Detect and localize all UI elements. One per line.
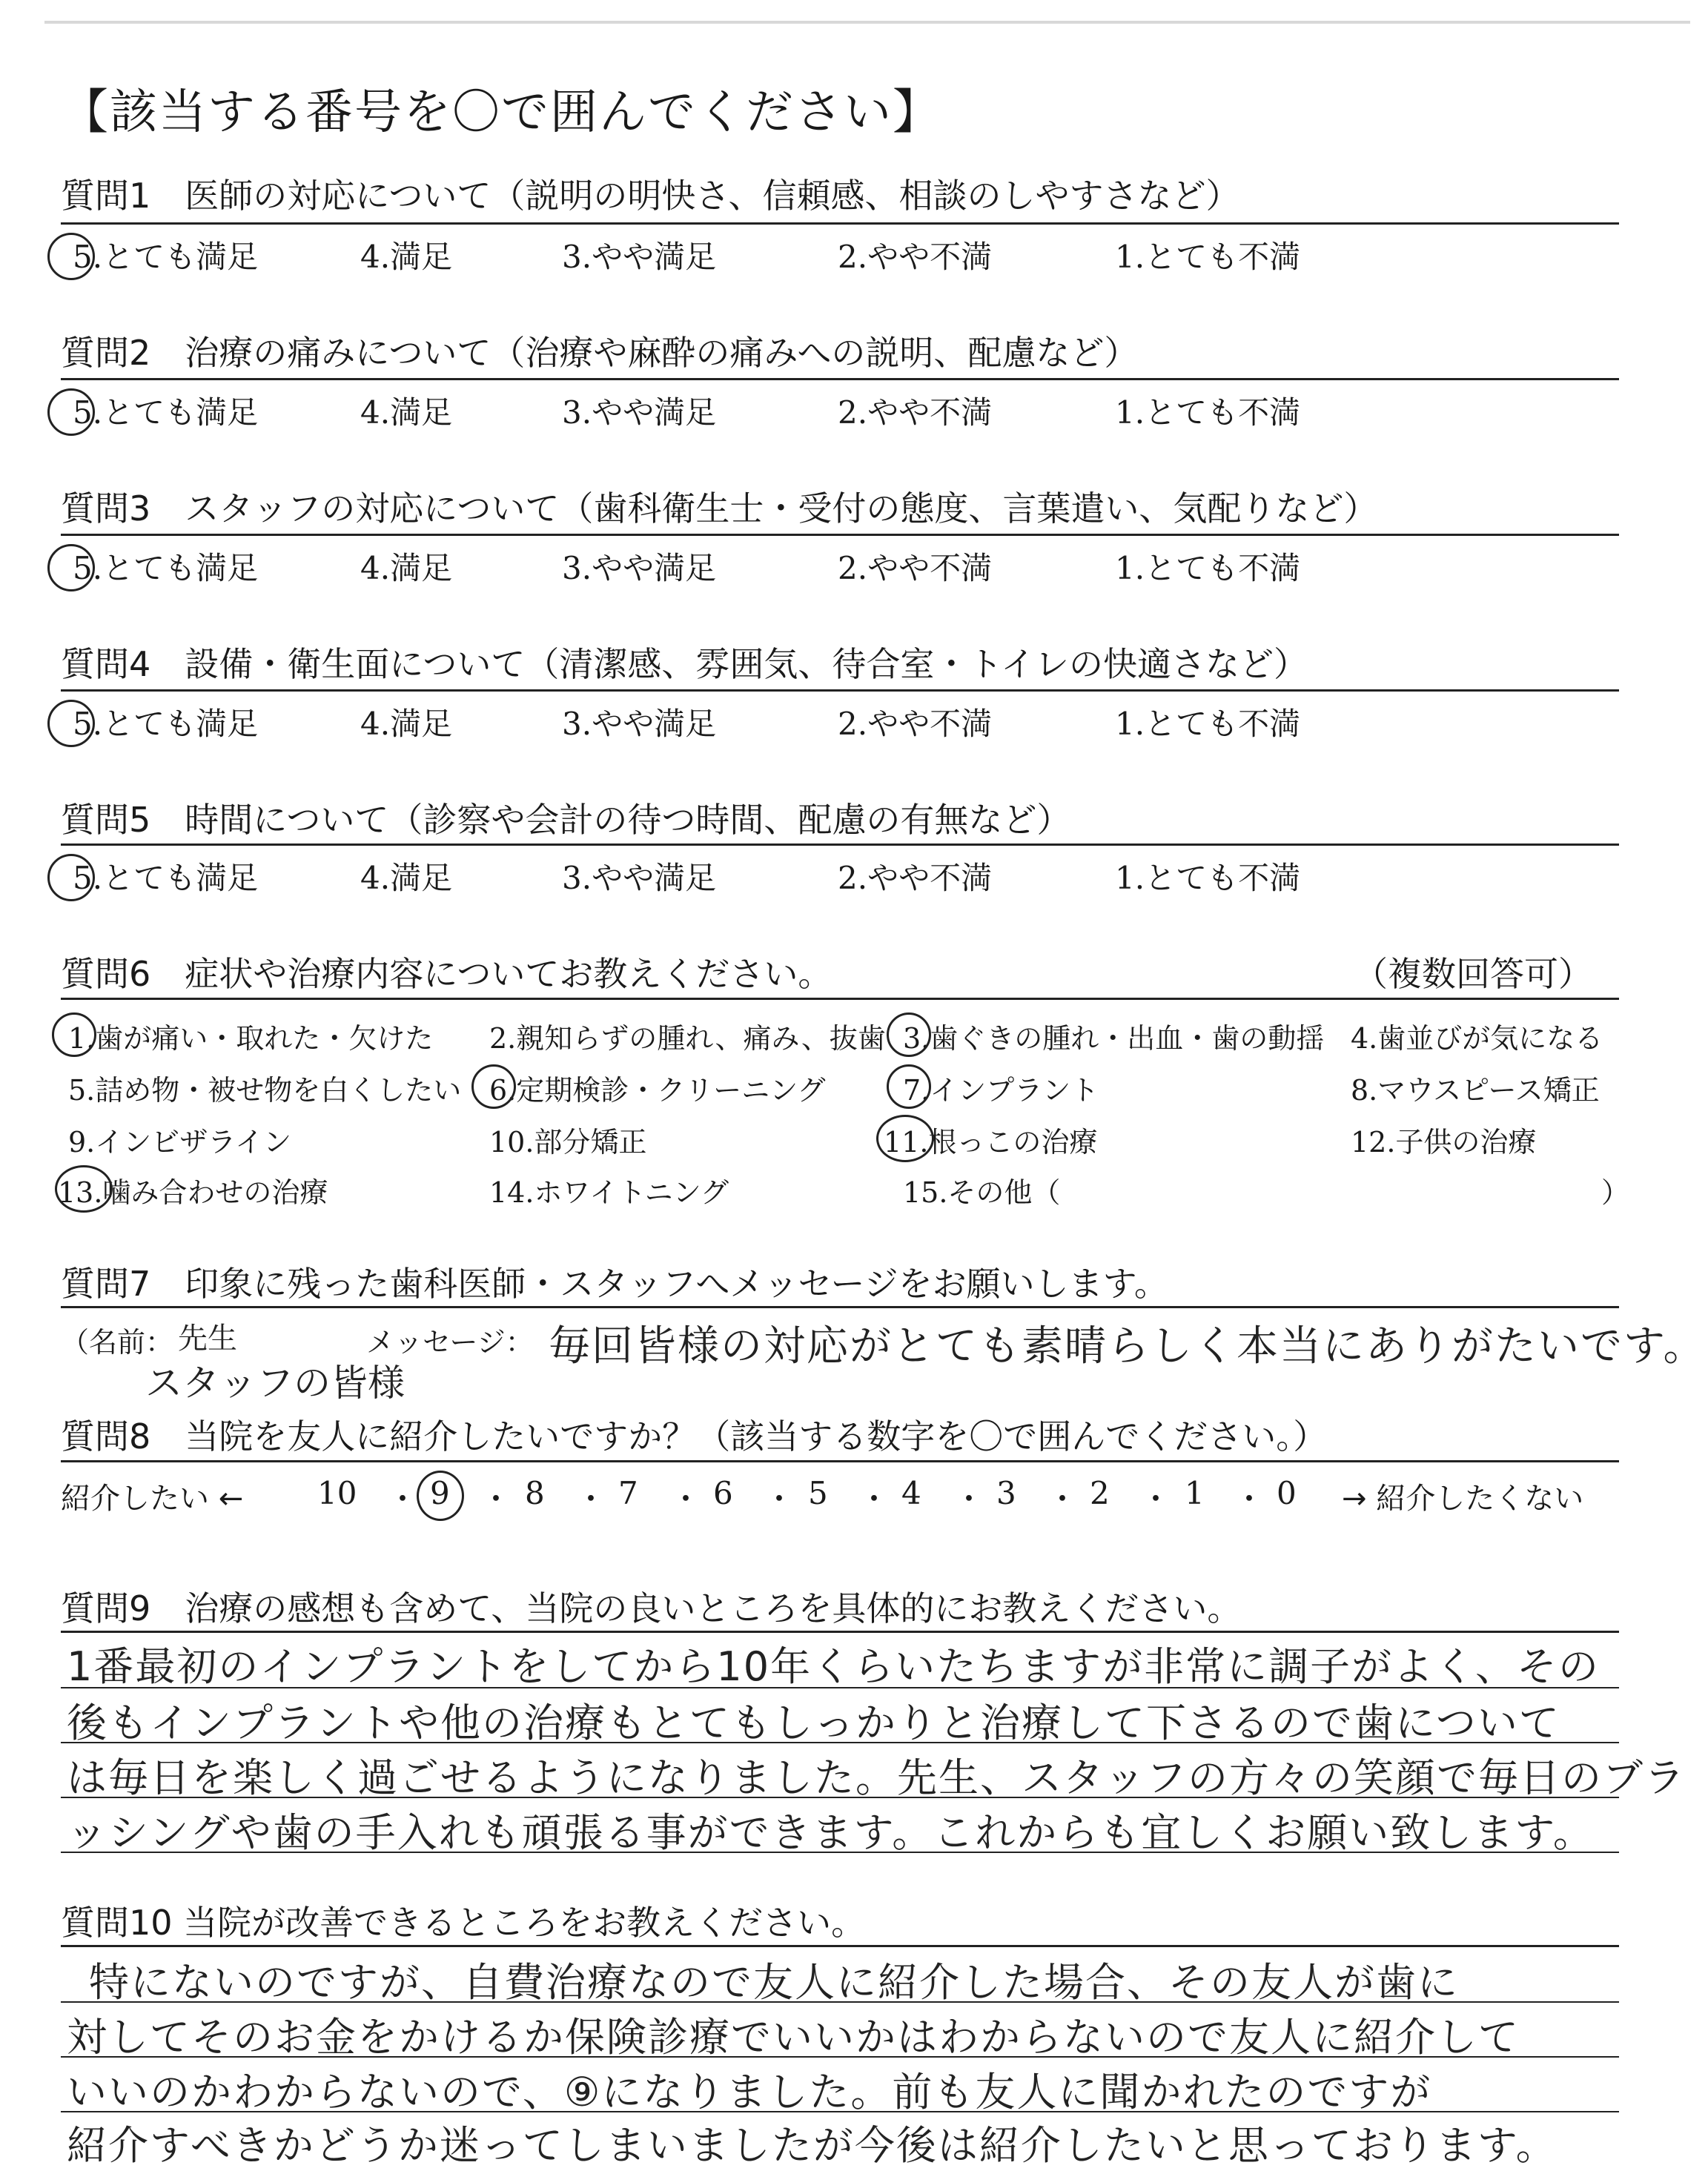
q1-answer-circle [47, 233, 95, 280]
q6-answer-circle-13 [55, 1165, 113, 1213]
q9-answer-line-4: ッシングや歯の手入れも頑張る事ができます。これからも宜しくお願い致します。 [67, 1809, 1595, 1856]
q8-scale-right: → 紹介したくない [1342, 1482, 1584, 1516]
q5-option-5[interactable]: 5.とても満足 [73, 860, 259, 896]
question-9-title: 質問9 治療の感想も含めて、当院の良いところを具体的にお教えください。 [61, 1588, 1242, 1628]
q8-scale-2[interactable]: 2 [1090, 1475, 1110, 1511]
q2-option-1[interactable]: 1.とても不満 [1115, 394, 1301, 431]
q8-scale-7[interactable]: 7 [618, 1475, 638, 1511]
q6-option-14[interactable]: 14.ホワイトニング [489, 1176, 729, 1209]
question-6-note: （複数回答可） [1354, 954, 1592, 994]
q8-scale-9[interactable]: 9 [430, 1475, 450, 1511]
q6-option-5[interactable]: 5.詰め物・被せ物を白くしたい [68, 1074, 462, 1107]
q6-answer-circle-1 [52, 1012, 96, 1057]
q8-sep: ・ [1047, 1481, 1079, 1517]
q10-answer-line-4: 紹介すべきかどうか迷ってしまいましたが今後は紹介したいと思っております。 [67, 2122, 1558, 2169]
q8-sep: ・ [480, 1481, 512, 1517]
q6-answer-circle-11 [876, 1115, 934, 1162]
q5-option-2[interactable]: 2.やや不満 [838, 860, 993, 896]
q8-sep: ・ [387, 1481, 419, 1517]
q8-sep: ・ [670, 1481, 702, 1517]
q2-option-5[interactable]: 5.とても満足 [73, 394, 259, 431]
q8-scale-10[interactable]: 10 [317, 1475, 357, 1511]
q6-option-15-close: ） [1601, 1176, 1630, 1209]
question-3-title: 質問3 スタッフの対応について（歯科衛生士・受付の態度、言葉遣い、気配りなど） [61, 488, 1378, 528]
q2-option-3[interactable]: 3.やや満足 [562, 394, 717, 431]
q4-option-1[interactable]: 1.とても不満 [1115, 706, 1301, 742]
q10-answer-line-2: 対してそのお金をかけるか保険診療でいいかはわからないので友人に紹介して [67, 2014, 1520, 2061]
page-title: 【該当する番号を〇で囲んでください】 [61, 85, 941, 140]
q6-option-4[interactable]: 4.歯並びが気になる [1351, 1022, 1603, 1055]
q3-option-2[interactable]: 2.やや不満 [838, 550, 993, 586]
q8-sep: ・ [575, 1481, 607, 1517]
q3-option-1[interactable]: 1.とても不満 [1115, 550, 1301, 586]
question-1-title: 質問1 医師の対応について（説明の明快さ、信頼感、相談のしやすさなど） [61, 176, 1240, 216]
q5-option-4[interactable]: 4.満足 [360, 860, 453, 896]
q6-answer-circle-3 [887, 1012, 931, 1057]
question-4-rule [61, 689, 1619, 692]
q7-message-label: メッセージ： [366, 1326, 534, 1359]
question-10-rule-3 [61, 2111, 1619, 2112]
q8-sep: ・ [764, 1481, 795, 1517]
q2-answer-circle [47, 388, 95, 436]
q7-name-line2: スタッフの皆様 [145, 1362, 405, 1405]
q4-answer-circle [47, 700, 95, 747]
question-9-rule-1 [61, 1687, 1619, 1688]
q1-option-4[interactable]: 4.満足 [360, 239, 453, 275]
question-5-rule [61, 843, 1619, 846]
q8-scale-1[interactable]: 1 [1185, 1475, 1205, 1511]
q8-sep: ・ [1140, 1481, 1172, 1517]
q10-answer-line-3: いいのかわからないので、⑨になりました。前も友人に聞かれたのですが [67, 2069, 1432, 2115]
q1-option-2[interactable]: 2.やや不満 [838, 239, 993, 275]
q2-option-2[interactable]: 2.やや不満 [838, 394, 993, 431]
question-8-rule [61, 1460, 1619, 1462]
q4-option-2[interactable]: 2.やや不満 [838, 706, 993, 742]
question-9-rule-3 [61, 1797, 1619, 1798]
q9-answer-line-2: 後もインプラントや他の治療もとてもしっかりと治療して下さるので歯について [67, 1700, 1560, 1746]
q8-scale-8[interactable]: 8 [525, 1475, 545, 1511]
question-10-rule-0 [61, 1945, 1619, 1947]
q8-scale-6[interactable]: 6 [713, 1475, 733, 1511]
q1-option-3[interactable]: 3.やや満足 [562, 239, 717, 275]
q4-option-5[interactable]: 5.とても満足 [73, 706, 259, 742]
question-2-rule [61, 378, 1619, 380]
q6-option-11[interactable]: 11.根っこの治療 [884, 1126, 1098, 1159]
q5-answer-circle [47, 854, 95, 901]
question-9-rule-4 [61, 1852, 1619, 1853]
q5-option-3[interactable]: 3.やや満足 [562, 860, 717, 896]
question-6-title: 質問6 症状や治療内容についてお教えください。 [61, 954, 833, 994]
q6-option-13[interactable]: 13.噛み合わせの治療 [58, 1176, 328, 1209]
q3-option-5[interactable]: 5.とても満足 [73, 550, 259, 586]
q3-option-4[interactable]: 4.満足 [360, 550, 453, 586]
q1-option-5[interactable]: 5.とても満足 [73, 239, 259, 275]
q4-option-3[interactable]: 3.やや満足 [562, 706, 717, 742]
q6-option-2[interactable]: 2.親知らずの腫れ、痛み、抜歯 [489, 1022, 886, 1055]
q4-option-4[interactable]: 4.満足 [360, 706, 453, 742]
q9-answer-line-3: は毎日を楽しく過ごせるようになりました。先生、スタッフの方々の笑顔で毎日のブラ [67, 1754, 1686, 1801]
q8-scale-left: 紹介したい ← [61, 1482, 244, 1516]
q10-answer-line-1: 特にないのですが、自費治療なので友人に紹介した場合、その友人が歯に [89, 1959, 1459, 2006]
q6-answer-circle-6 [471, 1064, 516, 1109]
q8-scale-0[interactable]: 0 [1277, 1475, 1297, 1511]
q8-scale-5[interactable]: 5 [808, 1475, 828, 1511]
q8-scale-3[interactable]: 3 [996, 1475, 1016, 1511]
q8-sep: ・ [953, 1481, 985, 1517]
q7-name-label: （名前： [61, 1326, 174, 1359]
question-5-title: 質問5 時間について（診察や会計の待つ時間、配慮の有無など） [61, 800, 1071, 840]
q6-option-9[interactable]: 9.インビザライン [68, 1126, 292, 1159]
q7-name-line1: 先生 [178, 1322, 237, 1356]
q6-option-6[interactable]: 6.定期検診・クリーニング [489, 1074, 826, 1107]
q3-option-3[interactable]: 3.やや満足 [562, 550, 717, 586]
q6-answer-circle-7 [887, 1064, 931, 1109]
question-8-title: 質問8 当院を友人に紹介したいですか？（該当する数字を〇で囲んでください。） [61, 1416, 1328, 1456]
q6-option-3[interactable]: 3.歯ぐきの腫れ・出血・歯の動揺 [903, 1022, 1325, 1055]
q6-option-10[interactable]: 10.部分矯正 [489, 1126, 647, 1159]
question-10-rule-2 [61, 2056, 1619, 2058]
q6-option-1[interactable]: 1.歯が痛い・取れた・欠けた [68, 1022, 434, 1055]
question-1-rule [61, 222, 1619, 225]
q9-answer-line-1: 1番最初のインプラントをしてから10年くらいたちますが非常に調子がよく、その [67, 1643, 1600, 1690]
q1-option-1[interactable]: 1.とても不満 [1115, 239, 1301, 275]
question-10-rule-1 [61, 2001, 1619, 2003]
question-7-title: 質問7 印象に残った歯科医師・スタッフへメッセージをお願いします。 [61, 1264, 1168, 1304]
q3-answer-circle [47, 544, 95, 591]
top-border [44, 21, 1690, 24]
question-10-title: 質問10 当院が改善できるところをお教えください。 [61, 1903, 866, 1943]
q2-option-4[interactable]: 4.満足 [360, 394, 453, 431]
q6-option-12[interactable]: 12.子供の治療 [1351, 1126, 1537, 1159]
q7-message: 毎回皆様の対応がとても素晴らしく本当にありがたいです。 [549, 1322, 1707, 1370]
q5-option-1[interactable]: 1.とても不満 [1115, 860, 1301, 896]
question-9-rule-2 [61, 1742, 1619, 1743]
q6-option-7[interactable]: 7.インプラント [903, 1074, 1099, 1107]
q6-option-8[interactable]: 8.マウスピース矯正 [1351, 1074, 1600, 1107]
q8-sep: ・ [858, 1481, 890, 1517]
question-2-title: 質問2 治療の痛みについて（治療や麻酔の痛みへの説明、配慮など） [61, 333, 1139, 373]
question-6-rule [61, 998, 1619, 1000]
q6-option-15[interactable]: 15.その他（ [903, 1176, 1061, 1209]
question-4-title: 質問4 設備・衛生面について（清潔感、雰囲気、待合室・トイレの快適さなど） [61, 644, 1308, 684]
question-3-rule [61, 534, 1619, 536]
q8-answer-circle [417, 1471, 464, 1521]
q8-scale-4[interactable]: 4 [901, 1475, 921, 1511]
question-9-rule-0 [61, 1631, 1619, 1633]
q8-sep: ・ [1234, 1481, 1265, 1517]
question-7-rule [61, 1306, 1619, 1308]
